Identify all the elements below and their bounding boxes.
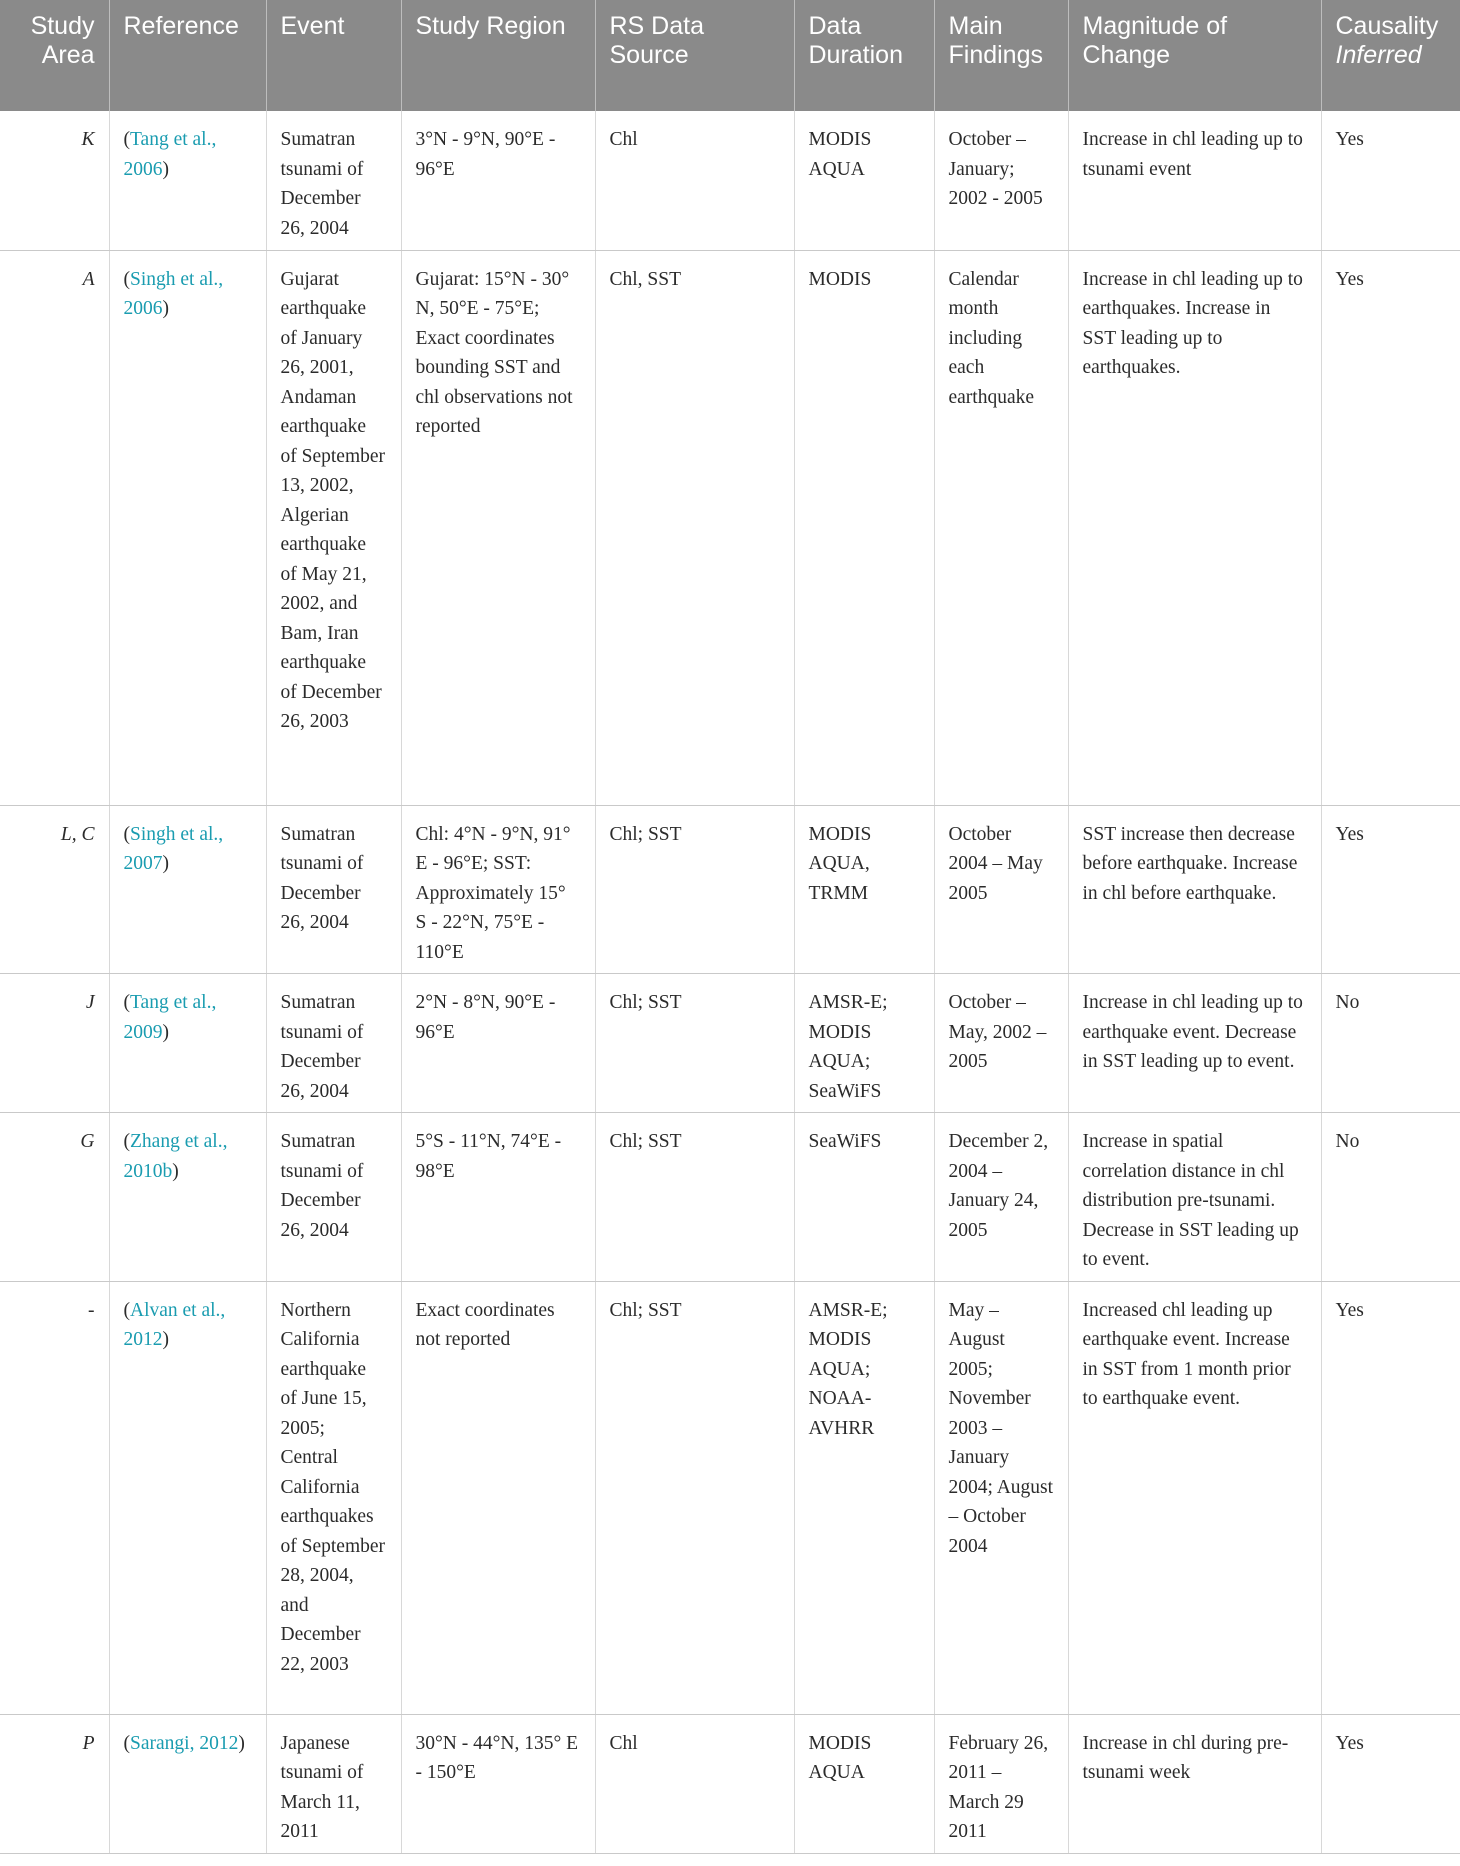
event-cell: Sumatran tsunami of December 26, 2004 [266, 1113, 401, 1282]
reference-link[interactable]: Tang et al., 2006 [123, 129, 217, 180]
data-duration-cell: MODIS AQUA, TRMM [794, 805, 934, 974]
reference-link[interactable]: Alvan et al., 2012 [123, 1299, 226, 1350]
causality-cell: Yes [1321, 250, 1460, 805]
table-row [0, 111, 1460, 250]
causality-cell: Yes [1321, 805, 1460, 974]
table-row [0, 250, 1460, 805]
table-row [0, 974, 1460, 1113]
reference-cell: (Zhang et al., 2010b) [109, 1113, 266, 1282]
study-region-cell: Exact coordinates not reported [401, 1281, 595, 1714]
header-reference: Reference [109, 0, 266, 111]
data-duration-cell: MODIS [794, 250, 934, 805]
event-cell: Japanese tsunami of March 11, 2011 [266, 1714, 401, 1853]
event-cell: Gujarat earthquake of January 26, 2001, Andaman earthquake of September 13, 2002, Algerian earthquake of May 21, 2002, and Bam, Iran earthquake of December 26, 2003 [266, 250, 401, 805]
study-region-cell: 30°N - 44°N, 135° E - 150°E [401, 1714, 595, 1853]
study-area-cell: A [0, 250, 109, 805]
main-findings-cell: Calendar month including each earthquake [934, 250, 1068, 805]
reference-cell: (Sarangi, 2012) [109, 1714, 266, 1853]
header-study-area: Study Area [0, 0, 109, 111]
data-duration-cell: MODIS AQUA [794, 1714, 934, 1853]
table-row [0, 805, 1460, 974]
study-area-cell: G [0, 1113, 109, 1282]
data-duration-cell: SeaWiFS [794, 1113, 934, 1282]
header-rs-data-source: RS Data Source [595, 0, 794, 111]
study-region-cell: 2°N - 8°N, 90°E - 96°E [401, 974, 595, 1113]
header-study-region: Study Region [401, 0, 595, 111]
event-cell: Sumatran tsunami of December 26, 2004 [266, 805, 401, 974]
reference-link[interactable]: Singh et al., 2006 [123, 268, 224, 319]
magnitude-cell: Increase in chl leading up to earthquake event. Decrease in SST leading up to event. [1068, 974, 1321, 1113]
causality-cell: No [1321, 1113, 1460, 1282]
header-causality-label: Causality [1335, 12, 1439, 40]
table-row [0, 1281, 1460, 1714]
magnitude-cell: Increase in chl during pre-tsunami week [1068, 1714, 1321, 1853]
reference-link[interactable]: Singh et al., 2007 [123, 823, 224, 874]
causality-cell: No [1321, 974, 1460, 1113]
rs-data-source-cell: Chl [595, 111, 794, 250]
reference-cell: (Singh et al., 2007) [109, 805, 266, 974]
rs-data-source-cell: Chl [595, 1714, 794, 1853]
magnitude-cell: Increase in chl leading up to earthquakes. Increase in SST leading up to earthquakes. [1068, 250, 1321, 805]
magnitude-cell: Increase in chl leading up to tsunami event [1068, 111, 1321, 250]
data-duration-cell: AMSR-E; MODIS AQUA; NOAA-AVHRR [794, 1281, 934, 1714]
main-findings-cell: October – May, 2002 – 2005 [934, 974, 1068, 1113]
header-inferred-label: Inferred [1335, 41, 1422, 69]
data-duration-cell: AMSR-E; MODIS AQUA; SeaWiFS [794, 974, 934, 1113]
header-magnitude-of-change: Magnitude of Change [1068, 0, 1321, 111]
header-data-duration: Data Duration [794, 0, 934, 111]
causality-cell: Yes [1321, 111, 1460, 250]
reference-link[interactable]: Sarangi, 2012 [130, 1732, 239, 1754]
reference-cell: (Tang et al., 2006) [109, 111, 266, 250]
table-row [0, 1714, 1460, 1853]
rs-data-source-cell: Chl; SST [595, 974, 794, 1113]
data-duration-cell: MODIS AQUA [794, 111, 934, 250]
study-region-cell: Chl: 4°N - 9°N, 91° E - 96°E; SST: Approximately 15° S - 22°N, 75°E - 110°E [401, 805, 595, 974]
study-region-cell: 3°N - 9°N, 90°E - 96°E [401, 111, 595, 250]
causality-cell: Yes [1321, 1281, 1460, 1714]
event-cell: Sumatran tsunami of December 26, 2004 [266, 974, 401, 1113]
main-findings-cell: February 26, 2011 – March 29 2011 [934, 1714, 1068, 1853]
causality-cell: Yes [1321, 1714, 1460, 1853]
event-cell: Sumatran tsunami of December 26, 2004 [266, 111, 401, 250]
main-findings-cell: December 2, 2004 – January 24, 2005 [934, 1113, 1068, 1282]
reference-link[interactable]: Tang et al., 2009 [123, 992, 217, 1043]
header-causality-inferred [1321, 0, 1460, 111]
header-main-findings: Main Findings [934, 0, 1068, 111]
header-event: Event [266, 0, 401, 111]
study-area-cell: J [0, 974, 109, 1113]
rs-data-source-cell: Chl; SST [595, 1113, 794, 1282]
study-area-cell: L, C [0, 805, 109, 974]
main-findings-cell: October – January; 2002 - 2005 [934, 111, 1068, 250]
event-cell: Northern California earthquake of June 15, 2005; Central California earthquakes of September 28, 2004, and December 22, 2003 [266, 1281, 401, 1714]
header-row [0, 0, 1460, 111]
study-region-cell: 5°S - 11°N, 74°E - 98°E [401, 1113, 595, 1282]
rs-data-source-cell: Chl, SST [595, 250, 794, 805]
study-area-cell: P [0, 1714, 109, 1853]
magnitude-cell: SST increase then decrease before earthquake. Increase in chl before earthquake. [1068, 805, 1321, 974]
table-row [0, 1113, 1460, 1282]
magnitude-cell: Increase in spatial correlation distance in chl distribution pre-tsunami. Decrease in SST leading up to event. [1068, 1113, 1321, 1282]
rs-data-source-cell: Chl; SST [595, 805, 794, 974]
main-findings-cell: May – August 2005; November 2003 – January 2004; August – October 2004 [934, 1281, 1068, 1714]
reference-cell: (Tang et al., 2009) [109, 974, 266, 1113]
main-findings-cell: October 2004 – May 2005 [934, 805, 1068, 974]
reference-cell: (Singh et al., 2006) [109, 250, 266, 805]
magnitude-cell: Increased chl leading up earthquake event. Increase in SST from 1 month prior to earthquake event. [1068, 1281, 1321, 1714]
study-area-cell: K [0, 111, 109, 250]
reference-cell: (Alvan et al., 2012) [109, 1281, 266, 1714]
study-area-cell: - [0, 1281, 109, 1714]
study-region-cell: Gujarat: 15°N - 30° N, 50°E - 75°E; Exact coordinates bounding SST and chl observations not reported [401, 250, 595, 805]
reference-link[interactable]: Zhang et al., 2010b [123, 1131, 228, 1182]
rs-data-source-cell: Chl; SST [595, 1281, 794, 1714]
